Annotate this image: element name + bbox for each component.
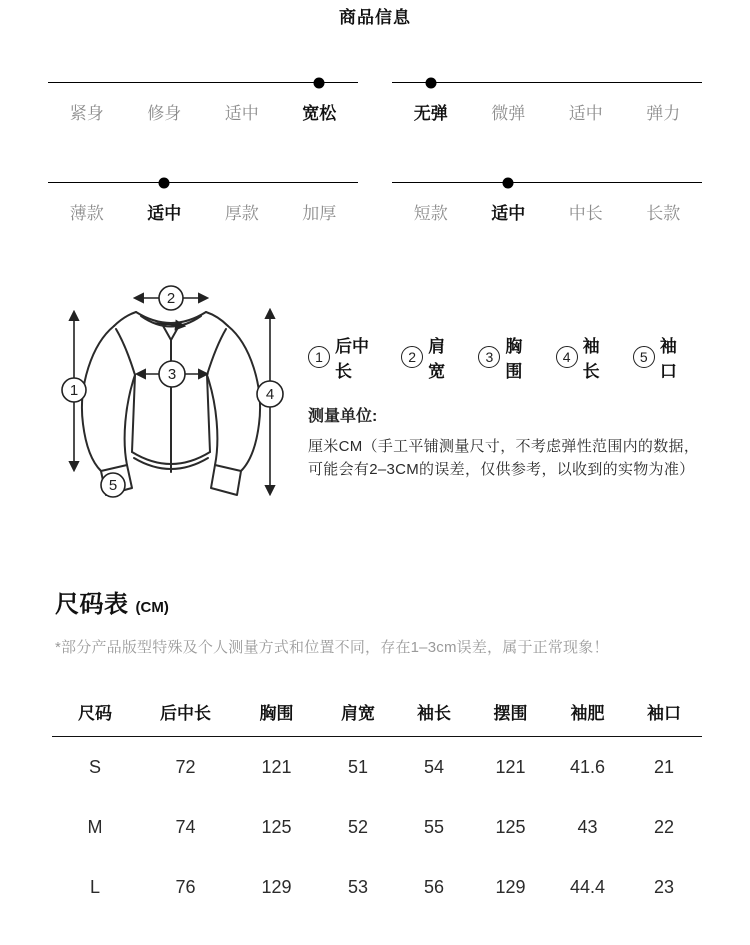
table-cell: 121 (495, 756, 526, 777)
table-cell: 52 (347, 816, 369, 837)
column-header: 袖口 (647, 704, 681, 723)
circled-number-icon: 1 (308, 346, 330, 368)
table-cell: 53 (347, 876, 369, 897)
table-cell: 54 (423, 756, 445, 777)
table-cell: 129 (261, 876, 292, 897)
slider-dot (159, 178, 170, 189)
size-chart-note: *部分产品版型特殊及个人测量方式和位置不同，存在1–3cm误差，属于正常现象！ (55, 639, 609, 656)
slider-thickness (48, 182, 358, 226)
legend-label: 袖长 (582, 337, 600, 381)
slider-track (48, 82, 358, 83)
slider-dot (314, 78, 325, 89)
measure-point-3: 3 (167, 366, 177, 383)
size-chart-unit: (CM) (135, 599, 169, 616)
slider-length (392, 182, 702, 226)
legend-item (308, 332, 381, 382)
slider-option-selected: 适中 (147, 204, 182, 223)
table-cell: 129 (495, 876, 526, 897)
measure-point-4: 4 (265, 386, 275, 403)
slider-fit (48, 82, 358, 126)
slider-option: 短款 (413, 204, 448, 223)
slider-option: 中长 (568, 204, 603, 223)
slider-track (392, 182, 702, 183)
garment-diagram-icon (56, 282, 288, 504)
size-table (52, 687, 702, 917)
measure-point-5: 5 (108, 477, 118, 494)
column-header: 袖长 (417, 704, 451, 723)
table-row-size-l (52, 857, 702, 917)
table-cell: M (87, 816, 103, 837)
slider-option: 薄款 (69, 204, 104, 223)
slider-option-selected: 无弹 (413, 104, 448, 123)
slider-option: 适中 (568, 104, 603, 123)
slider-option: 弹力 (646, 104, 681, 123)
table-row-size-s (52, 737, 702, 797)
legend-label: 胸围 (505, 337, 523, 381)
measurement-section (56, 282, 710, 504)
table-cell: 51 (347, 756, 369, 777)
slider-elasticity (392, 82, 702, 126)
column-header: 后中长 (160, 704, 211, 723)
slider-dot (425, 78, 436, 89)
table-cell: 121 (261, 756, 292, 777)
table-cell: 125 (495, 816, 526, 837)
size-table-body (52, 737, 702, 917)
legend-item (633, 332, 690, 382)
slider-option: 厚款 (224, 204, 259, 223)
measure-unit-label: 测量单位: (308, 408, 378, 425)
size-table-header (52, 687, 702, 737)
legend-label: 袖口 (659, 337, 677, 381)
measure-unit-note: 厘米CM（手工平铺测量尺寸，不考虑弹性范围内的数据，可能会有2–3CM的误差，仅供参考，以收到的实物为准） (308, 438, 700, 479)
slider-option-selected: 宽松 (302, 104, 337, 123)
slider-option: 适中 (224, 104, 259, 123)
slider-track (392, 82, 702, 83)
column-header: 肩宽 (341, 704, 375, 723)
table-cell: 76 (175, 876, 196, 897)
slider-option: 紧身 (69, 104, 104, 123)
table-cell: 56 (423, 876, 445, 897)
circled-number-icon: 2 (401, 346, 423, 368)
measure-point-1: 1 (69, 382, 79, 399)
table-cell: 22 (653, 816, 675, 837)
column-header: 摆围 (493, 704, 528, 723)
circled-number-icon: 5 (633, 346, 655, 368)
slider-option: 加厚 (302, 204, 337, 223)
garment-outline (82, 312, 260, 495)
measurement-info (308, 282, 710, 504)
column-header: 胸围 (259, 704, 294, 723)
table-cell: S (88, 756, 101, 777)
column-header: 袖肥 (570, 704, 605, 723)
table-cell: 23 (653, 876, 675, 897)
legend-item (478, 332, 535, 382)
table-row-size-m (52, 797, 702, 857)
column-header: 尺码 (78, 704, 112, 723)
page-title: 商品信息 (339, 8, 411, 27)
circled-number-icon: 3 (478, 346, 500, 368)
measure-legend (308, 332, 710, 382)
slider-track (48, 182, 358, 183)
legend-item (401, 332, 458, 382)
circled-number-icon: 4 (556, 346, 578, 368)
table-cell: 41.6 (569, 756, 606, 777)
table-cell: 74 (175, 816, 196, 837)
table-cell: 43 (577, 816, 598, 837)
slider-option-selected: 适中 (491, 204, 526, 223)
measure-point-2: 2 (166, 290, 176, 307)
legend-item (556, 332, 613, 382)
size-chart-title-row (55, 584, 702, 619)
table-cell: 21 (653, 756, 675, 777)
table-cell: 55 (423, 816, 445, 837)
legend-label: 肩宽 (428, 337, 446, 381)
size-chart-section (55, 584, 702, 917)
slider-option: 长款 (646, 204, 681, 223)
slider-option: 修身 (147, 104, 182, 123)
table-cell: 44.4 (569, 876, 606, 897)
legend-label: 后中长 (335, 337, 369, 381)
attribute-sliders (48, 82, 702, 226)
table-cell: 72 (175, 756, 196, 777)
table-cell: 125 (261, 816, 292, 837)
slider-option: 微弹 (491, 104, 526, 123)
table-cell: L (89, 876, 100, 897)
size-chart-title: 尺码表 (55, 591, 129, 618)
slider-dot (503, 178, 514, 189)
